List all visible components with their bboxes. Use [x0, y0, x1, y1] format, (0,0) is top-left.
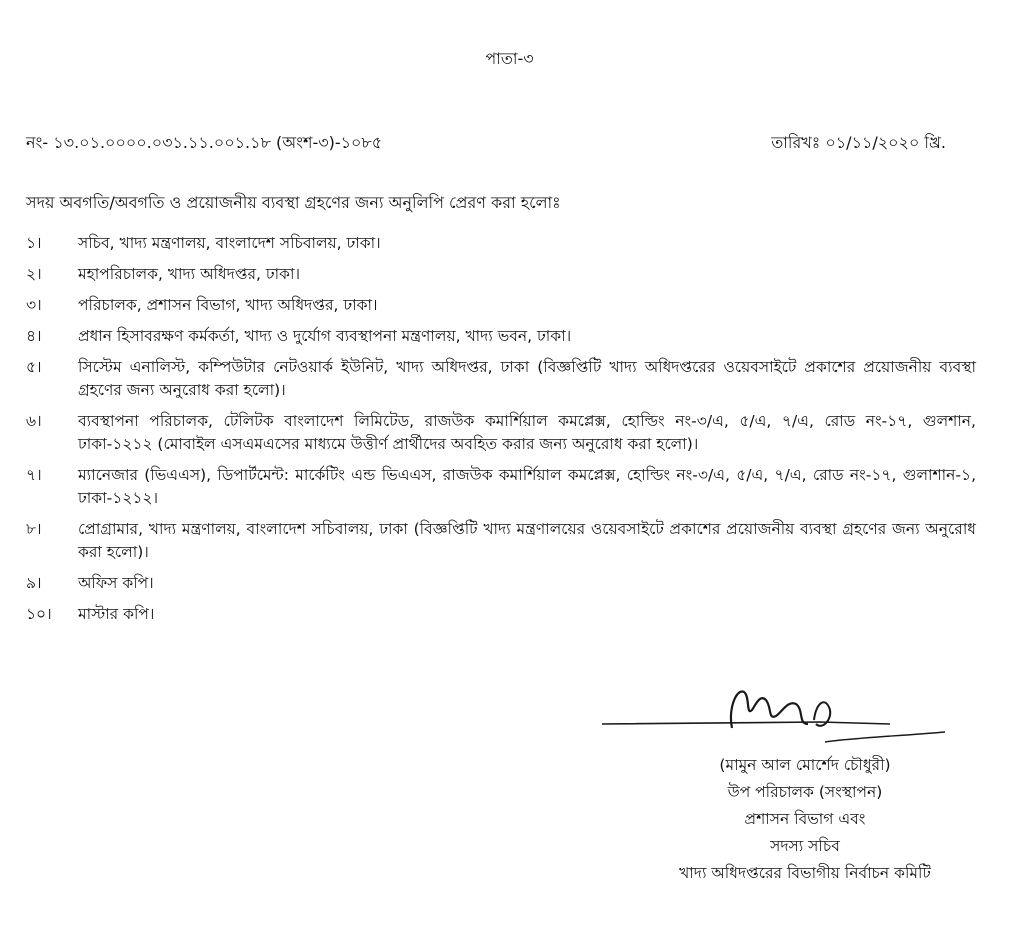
item-text: মহাপরিচালক, খাদ্য অধিদপ্তর, ঢাকা।	[78, 265, 301, 283]
item-text: সচিব, খাদ্য মন্ত্রণালয়, বাংলাদেশ সচিবালয়, ঢাকা।	[78, 234, 381, 252]
item-number: ৩।	[26, 296, 42, 314]
item-text: পরিচালক, প্রশাসন বিভাগ, খাদ্য অধিদপ্তর, ঢাকা।	[78, 296, 378, 314]
list-item	[26, 263, 976, 286]
list-item	[26, 356, 976, 402]
item-number: ৮।	[26, 520, 42, 538]
list-item	[26, 294, 976, 317]
item-number: ৪।	[26, 327, 42, 345]
item-number: ২।	[26, 265, 42, 283]
item-text: ম্যানেজার (ভিএএস), ডিপার্টমেন্ট: মার্কেটিং এন্ড ভিএএস, রাজউক কমার্শিয়াল কমপ্লেক্স, হোল্ডিং নং-৩/এ, ৫/এ, ৭/এ, রোড নং-১৭, গুলাশান-১, ঢাকা-১২১২।	[78, 466, 976, 507]
item-text: মাস্টার কপি।	[78, 605, 155, 623]
list-item	[26, 518, 976, 564]
signature-block	[640, 752, 970, 887]
recipient-list	[26, 232, 976, 634]
item-text: সিস্টেম এনালিস্ট, কম্পিউটার নেটওয়ার্ক ইউনিট, খাদ্য অধিদপ্তর, ঢাকা (বিজ্ঞপ্তিটি খাদ্য অধিদপ্তরের ওয়েবসাইটে প্রকাশের প্রয়োজনীয় ব্যবস্থা গ্রহণের জন্য অনুরোধ করা হলো)।	[78, 358, 976, 399]
list-item	[26, 572, 976, 595]
list-item	[26, 464, 976, 510]
item-number: ৭।	[26, 466, 42, 484]
item-text: অফিস কপি।	[78, 574, 154, 592]
intro-text: সদয় অবগতি/অবগতি ও প্রয়োজনীয় ব্যবস্থা গ্রহণের জন্য অনুলিপি প্রেরণ করা হলোঃ	[26, 193, 561, 212]
reference-number: নং- ১৩.০১.০০০০.০৩১.১১.০০১.১৮ (অংশ-৩)-১০৮৫	[26, 133, 383, 152]
item-number: ৬।	[26, 412, 42, 430]
item-number: ৯।	[26, 574, 42, 592]
item-number: ১০।	[26, 605, 52, 623]
item-number: ৫।	[26, 358, 42, 376]
list-item	[26, 325, 976, 348]
page-number: পাতা-৩	[485, 49, 534, 68]
item-number: ১।	[26, 234, 42, 252]
list-item	[26, 232, 976, 255]
item-text: প্রধান হিসাবরক্ষণ কর্মকর্তা, খাদ্য ও দুর্যোগ ব্যবস্থাপনা মন্ত্রণালয়, খাদ্য ভবন, ঢাকা।	[78, 327, 572, 345]
signatory-committee: খাদ্য অধিদপ্তরের বিভাগীয় নির্বাচন কমিটি	[679, 864, 931, 882]
signatory-designation: উপ পরিচালক (সংস্থাপন)	[727, 783, 883, 801]
signatory-role: সদস্য সচিব	[770, 837, 840, 855]
signatory-department: প্রশাসন বিভাগ এবং	[744, 810, 866, 828]
signatory-name: (মামুন আল মোর্শেদ চৌধুরী)	[719, 756, 891, 774]
list-item	[26, 603, 976, 626]
item-text: ব্যবস্থাপনা পরিচালক, টেলিটক বাংলাদেশ লিমিটেড, রাজউক কমার্শিয়াল কমপ্লেক্স, হোল্ডিং নং-৩/এ, ৫/এ, ৭/এ, রোড নং-১৭, গুলশান, ঢাকা-১২১২ (মোবাইল এসএমএসের মাধ্যমে উত্তীর্ণ প্রার্থীদের অবহিত করার জন্য অনুরোধ করা হলো)।	[78, 412, 976, 453]
item-text: প্রোগ্রামার, খাদ্য মন্ত্রণালয়, বাংলাদেশ সচিবালয়, ঢাকা (বিজ্ঞপ্তিটি খাদ্য মন্ত্রণালয়ের ওয়েবসাইটে প্রকাশের প্রয়োজনীয় ব্যবস্থা গ্রহণের জন্য অনুরোধ করা হলো)।	[78, 520, 976, 561]
list-item	[26, 410, 976, 456]
handwritten-signature	[600, 680, 950, 750]
document-date: তারিখঃ ০১/১১/২০২০ খ্রি.	[771, 133, 946, 152]
